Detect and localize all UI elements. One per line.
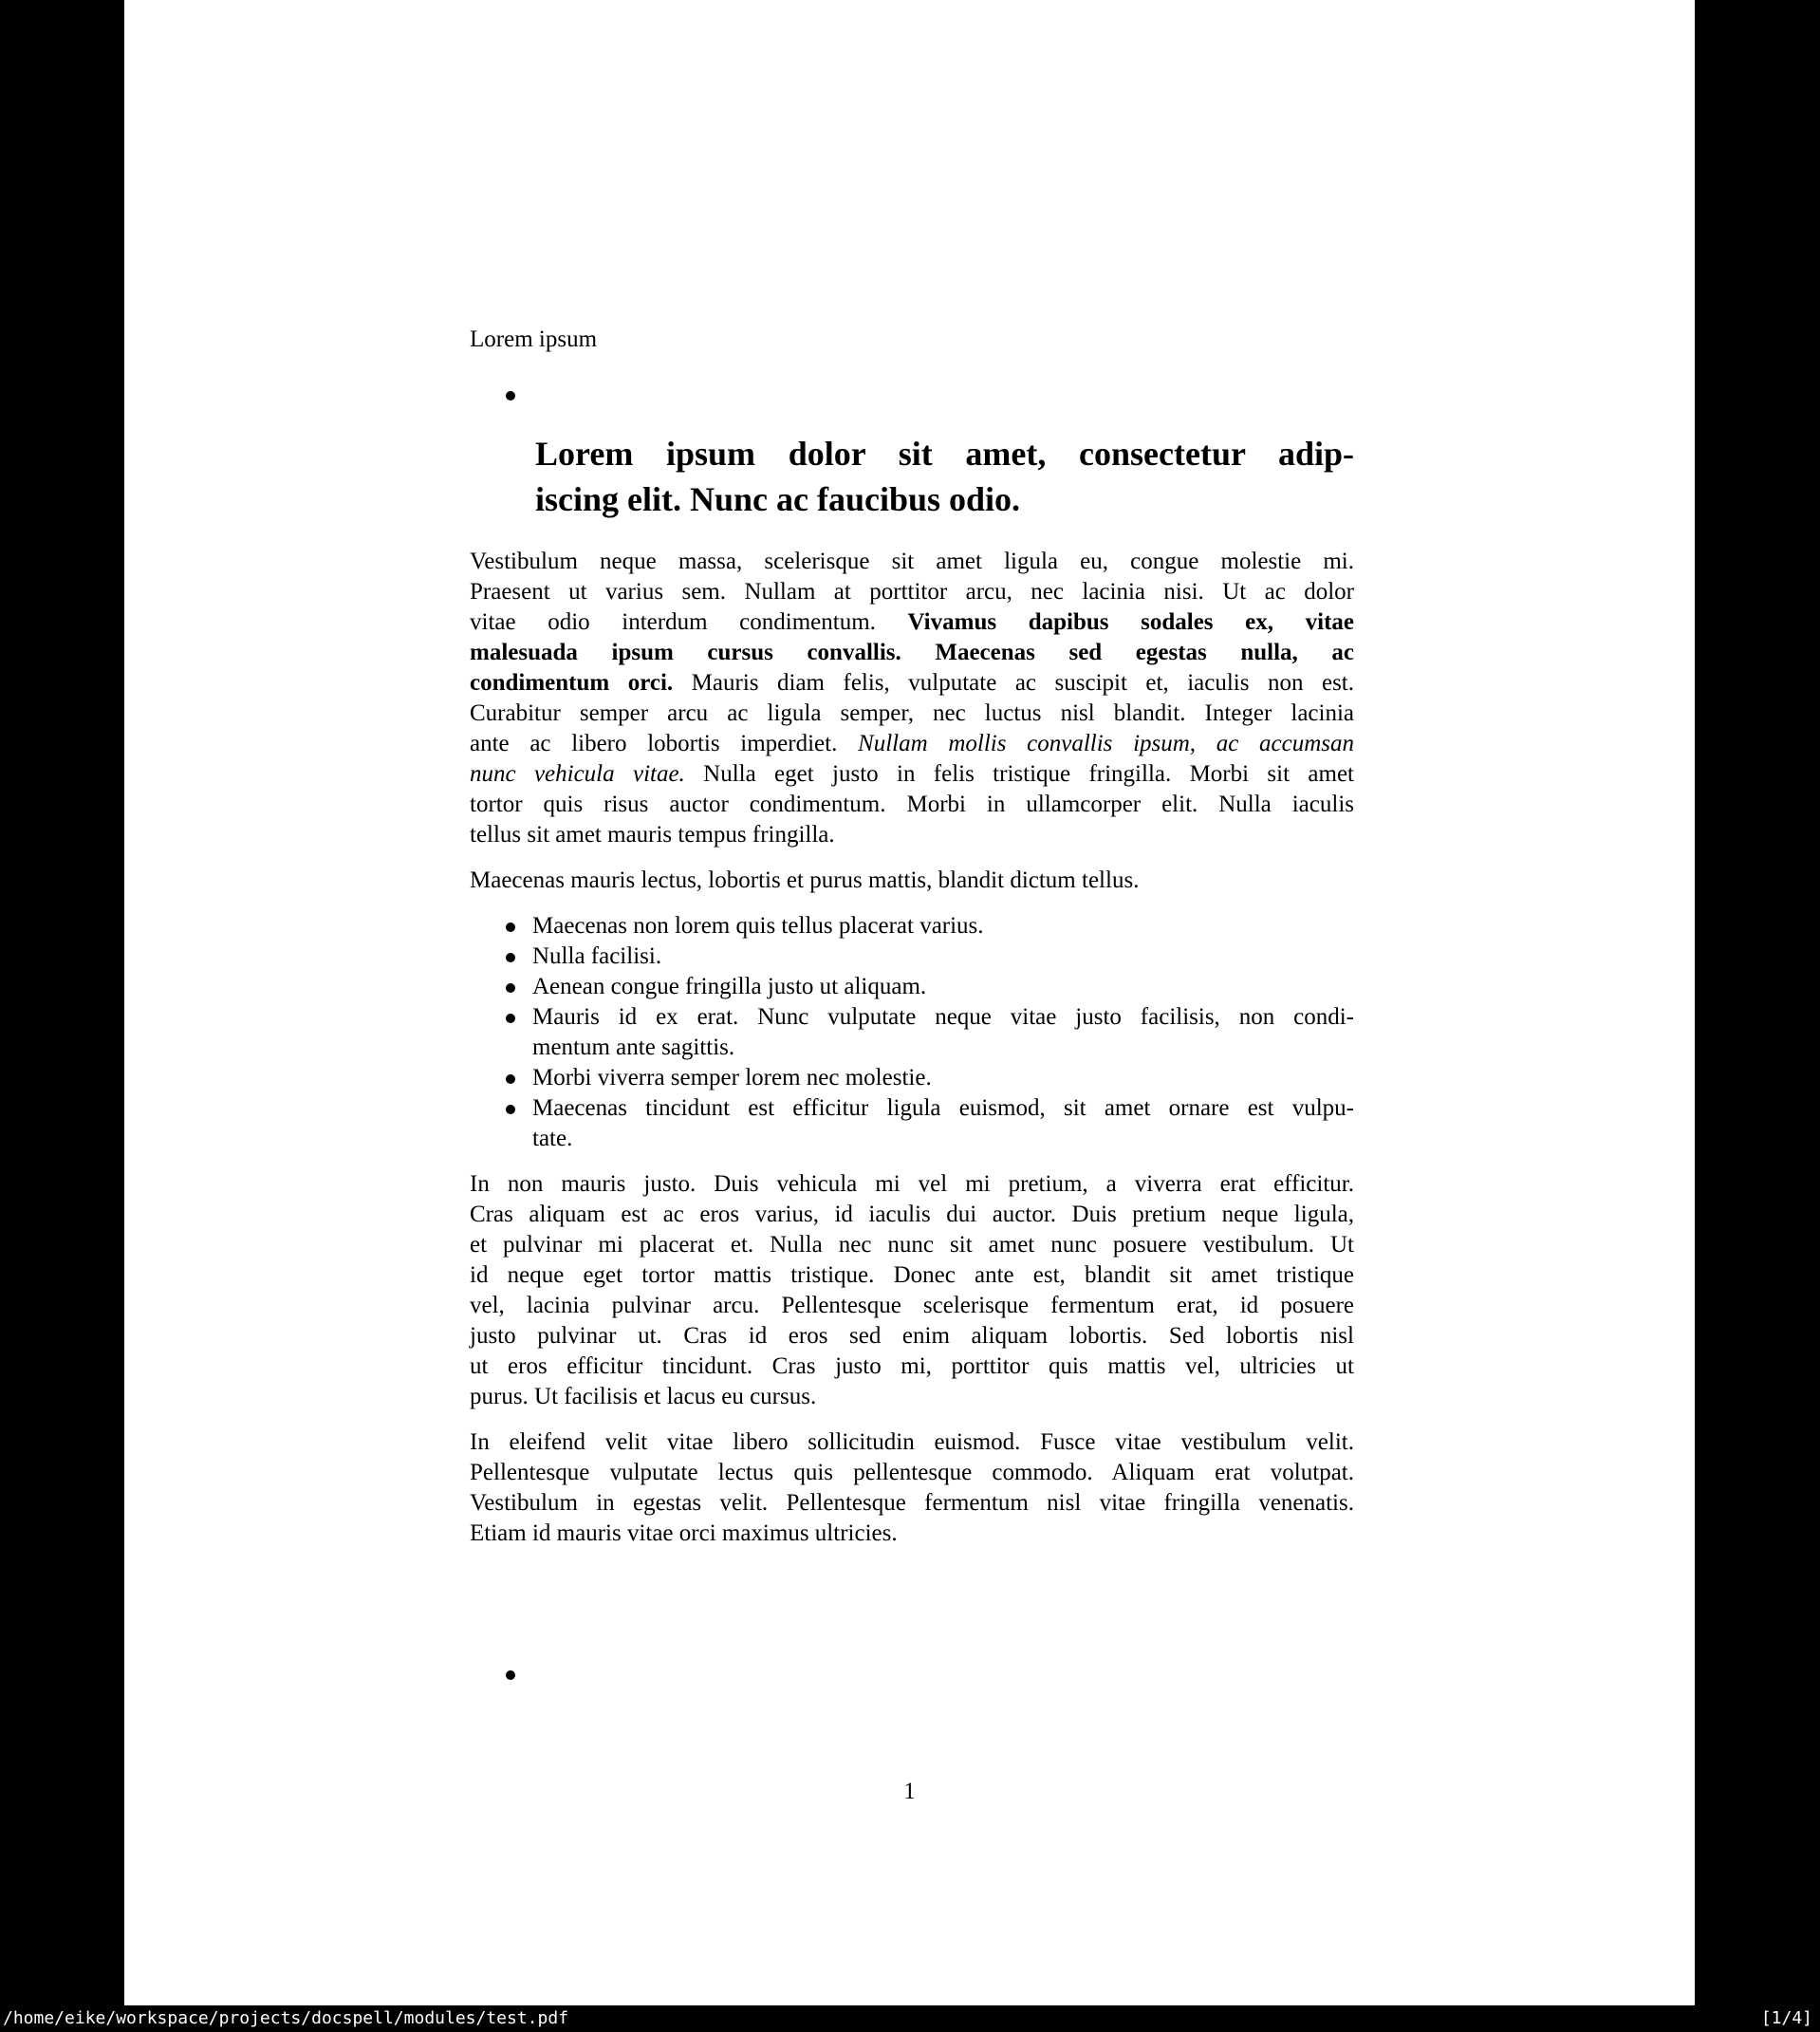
paragraph xyxy=(470,866,1354,896)
text-line xyxy=(532,1002,1354,1033)
text-line xyxy=(470,1200,1354,1230)
text-segment: iscing elit. Nunc ac faucibus odio. xyxy=(535,480,1021,518)
text-line xyxy=(470,1458,1354,1488)
list-item xyxy=(470,1093,1354,1154)
bullet-icon xyxy=(506,983,515,993)
text-line xyxy=(470,1169,1354,1200)
paragraph xyxy=(470,1427,1354,1549)
text-segment: Aenean congue fringilla justo ut aliquam. xyxy=(532,974,927,999)
text-line xyxy=(470,1291,1354,1321)
bullet-icon xyxy=(506,1014,515,1023)
text-segment: Maecenas tincidunt est efficitur ligula euismod, sit amet ornare est vulpu- xyxy=(532,1095,1354,1121)
text-line xyxy=(532,911,1354,941)
text-segment: Praesent ut varius sem. Nullam at porttitor arcu, nec lacinia nisi. Ut ac dolor xyxy=(470,579,1354,605)
text-segment: ante ac libero lobortis imperdiet. xyxy=(470,731,859,756)
text-line xyxy=(532,1033,1354,1063)
text-line xyxy=(470,1488,1354,1519)
text-segment: vel, lacinia pulvinar arcu. Pellentesque scelerisque fermentum erat, id posuere xyxy=(470,1293,1354,1318)
bullet-icon xyxy=(506,1074,515,1084)
file-path: /home/eike/workspace/projects/docspell/modules/test.pdf xyxy=(3,2008,569,2028)
text-segment: Pellentesque vulputate lectus quis pellentesque commodo. Aliquam erat volutpat. xyxy=(470,1460,1354,1485)
section-heading xyxy=(535,431,1354,522)
bullet-icon xyxy=(506,1105,515,1114)
text-line xyxy=(470,638,1354,668)
text-line xyxy=(470,820,1354,850)
text-segment: Maecenas non lorem quis tellus placerat varius. xyxy=(532,913,984,939)
text-line xyxy=(470,325,1354,355)
text-line xyxy=(535,431,1354,476)
text-segment: et pulvinar mi placerat et. Nulla nec nunc sit amet nunc posuere vestibulum. Ut xyxy=(470,1232,1354,1258)
text-line xyxy=(470,1382,1354,1412)
intro-label xyxy=(470,325,1354,355)
text-segment: Vestibulum in egestas velit. Pellentesque fermentum nisl vitae fringilla venenatis. xyxy=(470,1490,1354,1516)
text-line xyxy=(470,759,1354,790)
text-line xyxy=(470,1352,1354,1382)
bullet-icon xyxy=(506,391,515,401)
text-segment: Lorem ipsum xyxy=(470,326,598,352)
text-segment: tellus sit amet mauris tempus fringilla. xyxy=(470,822,835,848)
text-segment: justo pulvinar ut. Cras id eros sed enim aliquam lobortis. Sed lobortis nisl xyxy=(470,1323,1354,1349)
text-segment: In non mauris justo. Duis vehicula mi vel mi pretium, a viverra erat efficitur. xyxy=(470,1171,1354,1197)
bullet-icon xyxy=(506,923,515,932)
text-line xyxy=(470,547,1354,577)
text-segment: tortor quis risus auctor condimentum. Morbi in ullamcorper elit. Nulla iaculis xyxy=(470,792,1354,817)
text-line xyxy=(470,699,1354,729)
text-segment: Curabitur semper arcu ac ligula semper, nec luctus nisl blandit. Integer lacinia xyxy=(470,700,1354,726)
bullet-icon xyxy=(506,953,515,962)
statusbar xyxy=(0,2005,1820,2032)
text-segment: Mauris diam felis, vulputate ac suscipit et, iaculis non est. xyxy=(691,670,1354,696)
page-number: 1 xyxy=(903,1779,916,1804)
text-line xyxy=(470,1260,1354,1291)
text-line xyxy=(470,790,1354,820)
list-item xyxy=(470,1002,1354,1063)
text-segment: Vivamus dapibus sodales ex, vitae xyxy=(907,609,1355,635)
text-line xyxy=(532,972,1354,1002)
text-segment: Morbi viverra semper lorem nec molestie. xyxy=(532,1065,932,1091)
text-segment: Vestibulum neque massa, scelerisque sit amet ligula eu, congue molestie mi. xyxy=(470,549,1354,574)
text-line xyxy=(532,1093,1354,1124)
text-segment: Mauris id ex erat. Nunc vulputate neque vitae justo facilisis, non condi- xyxy=(532,1004,1354,1030)
text-line xyxy=(470,729,1354,759)
text-line xyxy=(470,1519,1354,1549)
bullet-list xyxy=(470,911,1354,1154)
text-segment: ut eros efficitur tincidunt. Cras justo mi, porttitor quis mattis vel, ultricies ut xyxy=(470,1353,1354,1379)
paragraph xyxy=(470,1169,1354,1412)
list-item xyxy=(470,911,1354,941)
text-segment: vitae odio interdum condimentum. xyxy=(470,609,908,635)
text-segment: malesuada ipsum cursus convallis. Maecenas sed egestas nulla, ac xyxy=(470,640,1354,665)
text-segment: nunc vehicula vitae. xyxy=(470,761,704,787)
paragraph xyxy=(470,547,1354,850)
empty-list-item xyxy=(470,380,1354,410)
text-segment: mentum ante sagittis. xyxy=(532,1035,735,1060)
text-line xyxy=(470,668,1354,699)
text-column xyxy=(470,325,1354,1689)
text-line xyxy=(532,1063,1354,1093)
text-line xyxy=(535,476,1354,522)
empty-list-item xyxy=(470,1659,1354,1689)
text-segment: id neque eget tortor mattis tristique. Donec ante est, blandit sit amet tristique xyxy=(470,1262,1354,1288)
text-line xyxy=(470,577,1354,607)
text-segment: Nullam mollis convallis ipsum, ac accumsan xyxy=(858,731,1354,756)
list-item xyxy=(470,972,1354,1002)
text-segment: Etiam id mauris vitae orci maximus ultricies. xyxy=(470,1520,898,1546)
list-item xyxy=(470,1063,1354,1093)
text-line xyxy=(470,866,1354,896)
page-indicator: [1/4] xyxy=(1760,2008,1812,2028)
text-segment: Cras aliquam est ac eros varius, id iaculis dui auctor. Duis pretium neque ligula, xyxy=(470,1202,1354,1227)
text-segment: Maecenas mauris lectus, lobortis et purus mattis, blandit dictum tellus. xyxy=(470,867,1140,893)
text-line xyxy=(470,1427,1354,1458)
text-segment: Nulla facilisi. xyxy=(532,943,662,969)
text-line xyxy=(470,1230,1354,1260)
bullet-icon xyxy=(506,1670,515,1680)
text-segment: In eleifend velit vitae libero sollicitudin euismod. Fusce vitae vestibulum velit. xyxy=(470,1429,1354,1455)
text-line xyxy=(470,607,1354,638)
pdf-page[interactable] xyxy=(124,0,1695,2005)
list-item xyxy=(470,941,1354,972)
text-segment: Lorem ipsum dolor sit amet, consectetur adip- xyxy=(535,435,1354,473)
text-line xyxy=(532,1124,1354,1154)
text-segment: tate. xyxy=(532,1126,573,1151)
text-segment: condimentum orci. xyxy=(470,670,692,696)
text-segment: purus. Ut facilisis et lacus eu cursus. xyxy=(470,1384,817,1409)
text-line xyxy=(470,1321,1354,1352)
text-line xyxy=(532,941,1354,972)
text-segment: Nulla eget justo in felis tristique fringilla. Morbi sit amet xyxy=(703,761,1354,787)
